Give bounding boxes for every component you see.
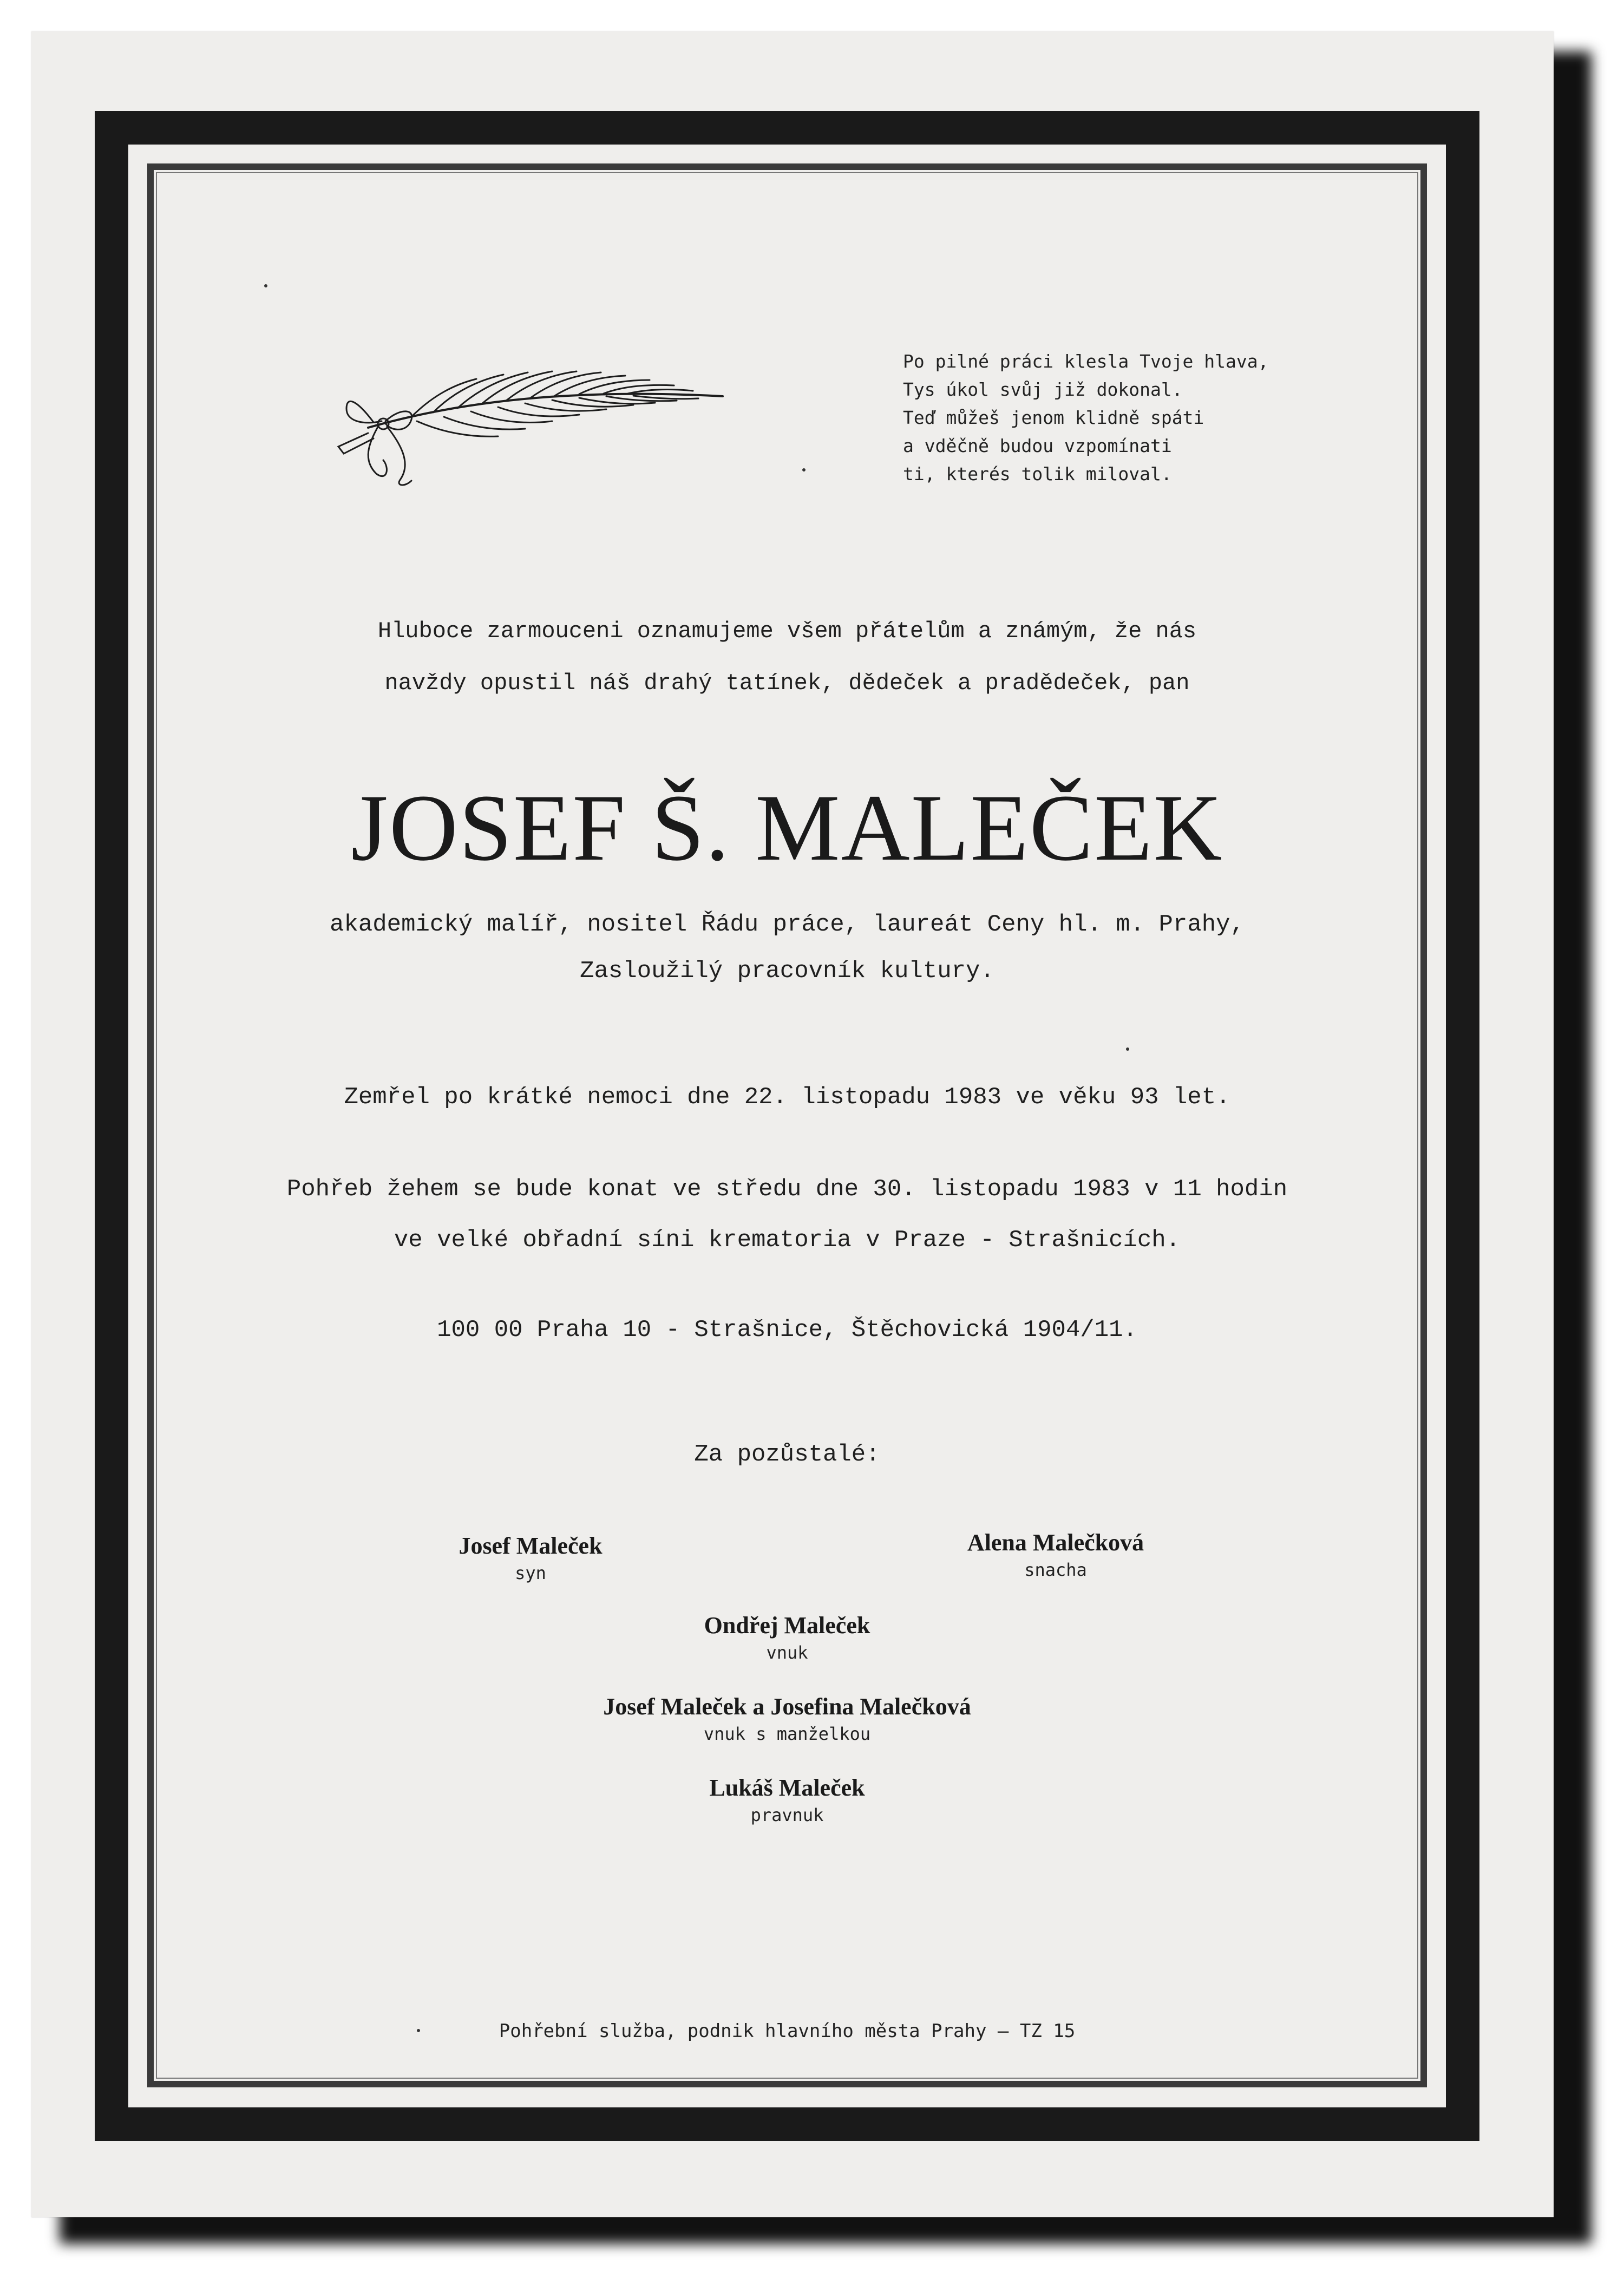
survivor-relation: vnuk [766,1642,808,1663]
palm-branch-icon [336,357,736,487]
deceased-name: JOSEF Š. MALEČEK [351,775,1223,881]
poem-line: Po pilné práci klesla Tvoje hlava, [903,351,1269,372]
intro-line: navždy opustil náš drahý tatínek, dědeček a pradědeček, pan [384,670,1190,696]
survivor-relation: vnuk s manželkou [703,1724,871,1744]
death-notice: Zemřel po krátké nemoci dne 22. listopadu 1983 ve věku 93 let. [344,1084,1230,1111]
survivor-entry [147,1773,1427,1827]
paper-speck [417,2029,420,2032]
funeral-line: Pohřeb žehem se bude konat ve středu dne 30. listopadu 1983 v 11 hodin [286,1176,1288,1203]
title-line: akademický malíř, nositel Řádu práce, laureát Ceny hl. m. Prahy, [330,911,1245,938]
funeral-line: ve velké obřadní síni krematoria v Praze - Strašnicích. [394,1227,1181,1254]
survivor-name: Alena Malečková [967,1529,1144,1556]
poem-line: a vděčně budou vzpomínati [903,435,1172,456]
poem-line: ti, kterés tolik miloval. [903,463,1172,484]
address: 100 00 Praha 10 - Strašnice, Štěchovická 1904/11. [437,1317,1137,1344]
survivor-name: Lukáš Maleček [709,1774,865,1801]
survivor-name: Ondřej Maleček [704,1612,870,1639]
survivor-name: Josef Maleček [459,1533,603,1559]
intro-line: Hluboce zarmouceni oznamujeme všem přátelům a známým, že nás [377,618,1197,644]
survivor-entry [147,1610,1427,1665]
deceased-titles [147,901,1427,994]
survivor-entry [147,1692,1427,1746]
funeral-info [147,1164,1427,1266]
survivor-relation: snacha [1024,1560,1087,1580]
survivor-entry [428,1531,633,1585]
survivor-entry [931,1528,1180,1582]
poem-verse [903,348,1269,488]
paper-speck [1126,1047,1129,1051]
paper-speck [802,468,806,471]
survivor-relation: syn [515,1563,546,1583]
announcement-intro [147,605,1427,709]
survivor-name: Josef Maleček a Josefina Malečková [603,1693,971,1720]
paper-speck [264,284,267,287]
funeral-service-footer: Pohřební služba, podnik hlavního města Prahy — TZ 15 [499,2020,1076,2042]
survivors-heading: Za pozůstalé: [694,1441,880,1468]
poem-line: Teď můžeš jenom klidně spáti [903,407,1204,428]
title-line: Zasloužilý pracovník kultury. [580,958,994,985]
survivor-relation: pravnuk [750,1805,824,1825]
poem-line: Tys úkol svůj již dokonal. [903,379,1183,400]
